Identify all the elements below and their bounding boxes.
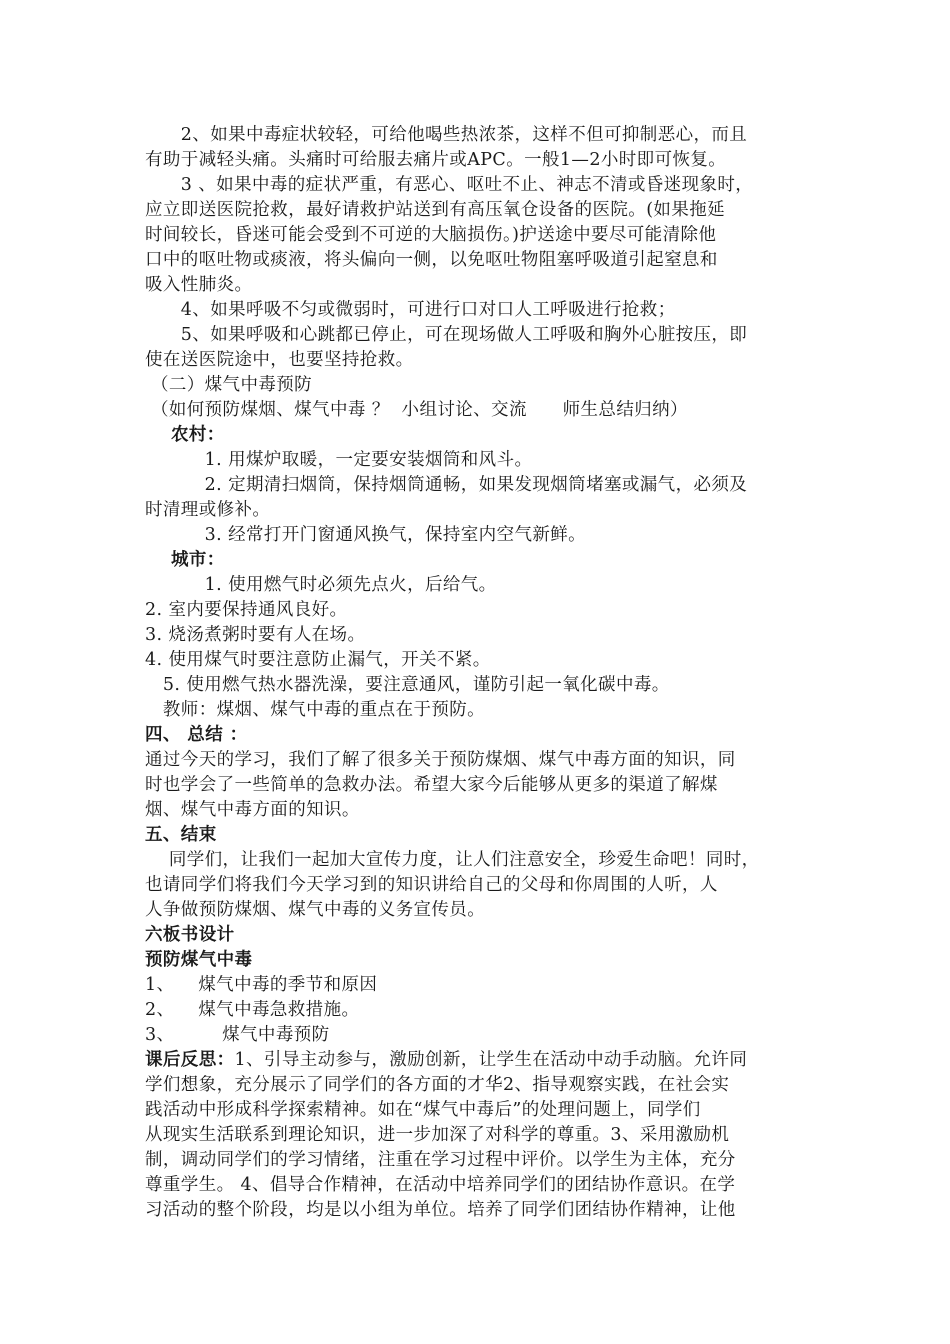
section-heading-summary: 四、 总结 ：: [145, 725, 248, 745]
text-line: 人争做预防煤烟、煤气中毒的义务宣传员。: [145, 900, 486, 920]
list-item: 3、 煤气中毒预防: [145, 1025, 330, 1045]
text-line: 时也学会了一些简单的急救办法。希望大家今后能够从更多的渠道了解煤: [145, 775, 718, 795]
list-item: 3. 经常打开门窗通风换气，保持室内空气新鲜。: [145, 525, 587, 545]
text-line: 习活动的整个阶段，均是以小组为单位。培养了同学们团结协作精神，让他: [145, 1200, 736, 1220]
text-line: 吸入性肺炎。: [145, 275, 253, 295]
list-item: 1、 煤气中毒的季节和原因: [145, 975, 378, 995]
text-line: 践活动中形成科学探索精神。如在“煤气中毒后”的处理问题上，同学们: [145, 1100, 701, 1120]
list-item: 2. 定期清扫烟筒，保持烟筒通畅，如果发现烟筒堵塞或漏气，必须及: [145, 475, 748, 495]
subheading-rural: 农村：: [145, 425, 225, 445]
reflection-text: 1、引导主动参与，激励创新，让学生在活动中动手动脑。允许同: [234, 1050, 748, 1070]
text-line: 2、如果中毒症状较轻，可给他喝些热浓茶，这样不但可抑制恶心，而且: [145, 125, 748, 145]
text-line: 口中的呕吐物或痰液，将头偏向一侧，以免呕吐物阻塞呼吸道引起窒息和: [145, 250, 718, 270]
text-line: 时间较长，昏迷可能会受到不可逆的大脑损伤。)护送途中要尽可能清除他: [145, 225, 717, 245]
text-line: 从现实生活联系到理论知识，进一步加深了对科学的尊重。3、采用激励机: [145, 1125, 730, 1145]
text-line: 5、如果呼吸和心跳都已停止，可在现场做人工呼吸和胸外心脏按压，即: [145, 325, 748, 345]
section-heading: （二）煤气中毒预防: [145, 375, 313, 395]
list-item: 5. 使用燃气热水器洗澡，要注意通风，谨防引起一氧化碳中毒。: [145, 675, 670, 695]
text-line: 有助于减轻头痛。头痛时可给服去痛片或APC。一般1—2小时即可恢复。: [145, 150, 727, 170]
text-line: 尊重学生。 4、倡导合作精神，在活动中培养同学们的团结协作意识。在学: [145, 1175, 736, 1195]
list-item: 1. 使用燃气时必须先点火，后给气。: [145, 575, 497, 595]
text-line: 同学们，让我们一起加大宣传力度，让人们注意安全，珍爱生命吧！同时，: [145, 850, 760, 870]
text-line: 使在送医院途中，也要坚持抢救。: [145, 350, 414, 370]
reflection-line: [145, 1048, 815, 1073]
section-heading-end: 五、结束: [145, 825, 217, 845]
board-title: 预防煤气中毒: [145, 950, 253, 970]
list-item: 2. 室内要保持通风良好。: [145, 600, 348, 620]
reflection-label: 课后反思：: [145, 1050, 235, 1070]
text-line: 学们想象，充分展示了同学们的各方面的才华2、指导观察实践，在社会实: [145, 1075, 730, 1095]
section-heading-board: 六板书设计: [145, 925, 235, 945]
text-line: 制，调动同学们的学习情绪，注重在学习过程中评价。以学生为主体，充分: [145, 1150, 736, 1170]
text-line: 通过今天的学习，我们了解了很多关于预防煤烟、煤气中毒方面的知识，同: [145, 750, 736, 770]
list-item: 1. 用煤炉取暖，一定要安装烟筒和风斗。: [145, 450, 533, 470]
text-line: 教师：煤烟、煤气中毒的重点在于预防。: [145, 700, 486, 720]
list-item: 4. 使用煤气时要注意防止漏气，开关不紧。: [145, 650, 491, 670]
text-line: 应立即送医院抢救，最好请救护站送到有高压氧仓设备的医院。(如果拖延: [145, 200, 726, 220]
text-line: 3 、如果中毒的症状严重，有恶心、呕吐不止、神志不清或昏迷现象时，: [145, 175, 754, 195]
list-item: 3. 烧汤煮粥时要有人在场。: [145, 625, 366, 645]
subheading-city: 城市：: [145, 550, 225, 570]
text-line: （如何预防煤烟、煤气中毒 ？ 小组讨论、交流 师生总结归纳）: [145, 400, 688, 420]
text-line: 烟、煤气中毒方面的知识。: [145, 800, 360, 820]
text-line: 也请同学们将我们今天学习到的知识讲给自己的父母和你周围的人听，人: [145, 875, 718, 895]
text-line: 4、如果呼吸不匀或微弱时，可进行口对口人工呼吸进行抢救；: [145, 300, 676, 320]
document-page: [145, 123, 815, 1223]
list-item: 2、 煤气中毒急救措施。: [145, 1000, 360, 1020]
text-line: 时清理或修补。: [145, 500, 271, 520]
